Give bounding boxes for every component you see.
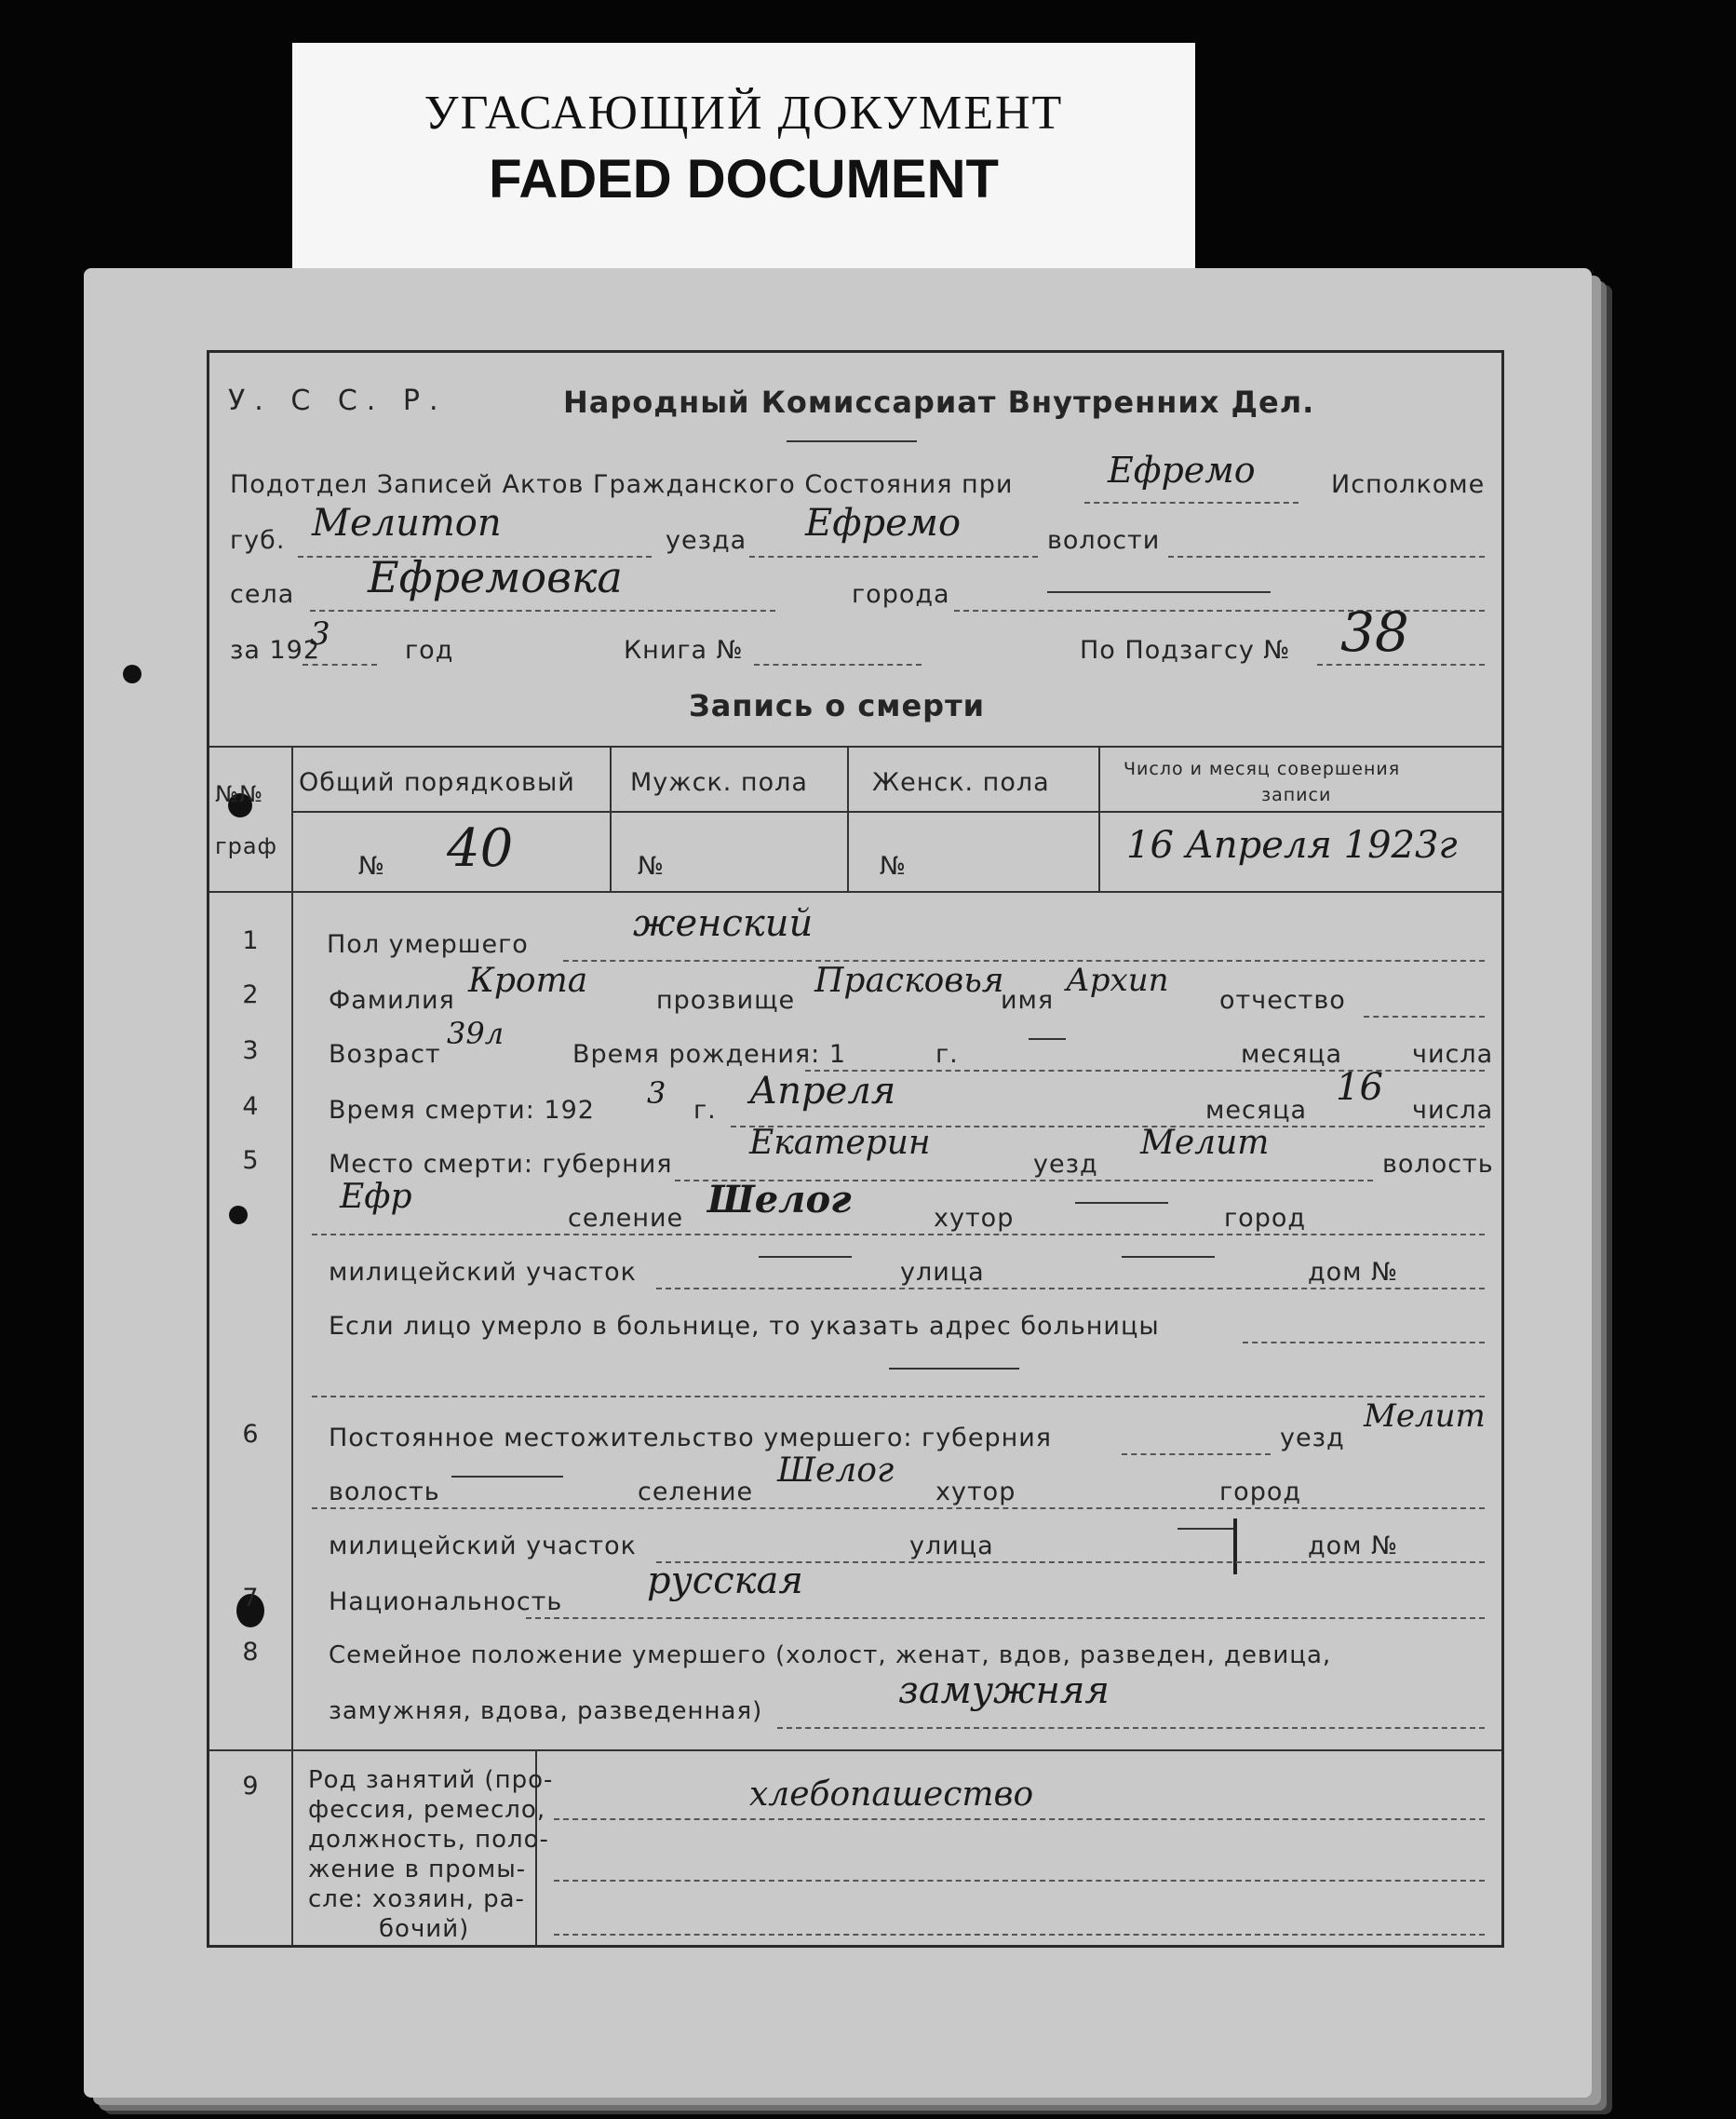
residence-dom-label: дом № bbox=[1308, 1532, 1399, 1560]
occupation-label-1: Род занятий (про- bbox=[308, 1766, 554, 1794]
residence-volost-dash bbox=[451, 1476, 563, 1478]
age-label: Возраст bbox=[329, 1040, 441, 1069]
birth-month-label: месяца bbox=[1241, 1040, 1342, 1069]
faded-document-banner bbox=[292, 43, 1195, 276]
nationality-label: Национальность bbox=[329, 1587, 563, 1616]
death-year-unit: г. bbox=[693, 1096, 717, 1125]
kniga-label: Книга № bbox=[624, 636, 744, 665]
ussr-label: У. С С. Р. bbox=[228, 385, 448, 417]
residence-volost-label: волость bbox=[329, 1478, 440, 1506]
occupation-line-3 bbox=[554, 1934, 1485, 1936]
surname-label: Фамилия bbox=[329, 986, 455, 1015]
death-selenie-handwriting: Шелог bbox=[707, 1178, 852, 1221]
residence-uezd-label: уезд bbox=[1280, 1424, 1345, 1452]
row-number: 7 bbox=[242, 1584, 259, 1613]
sex-handwriting: женский bbox=[633, 902, 814, 945]
death-selenie-line bbox=[312, 1234, 1485, 1235]
executive-suffix: Исполкоме bbox=[1331, 470, 1486, 499]
occupation-label-3: должность, поло- bbox=[308, 1826, 549, 1854]
residence-line bbox=[1122, 1453, 1271, 1455]
gub-handwriting: Мелитоп bbox=[312, 502, 502, 545]
patronymic-line bbox=[1364, 1016, 1485, 1018]
uezd-handwriting: Ефремо bbox=[805, 502, 962, 545]
occupation-line-2 bbox=[554, 1880, 1485, 1882]
table-subhead-line bbox=[291, 811, 1501, 813]
death-gub-handwriting: Екатерин bbox=[749, 1124, 931, 1162]
name-handwriting: Архип bbox=[1066, 962, 1169, 999]
occupation-label-6: бочий) bbox=[379, 1915, 470, 1943]
death-month-label: месяца bbox=[1205, 1096, 1307, 1125]
death-militsia-dash bbox=[759, 1256, 852, 1258]
birth-year-unit: г. bbox=[935, 1040, 959, 1069]
row-number: 2 bbox=[242, 980, 259, 1009]
volost-label: волости bbox=[1047, 526, 1161, 555]
residence-ulitsa-label: улица bbox=[909, 1532, 994, 1560]
hospital-dash bbox=[889, 1368, 1019, 1370]
order-no-handwriting: 40 bbox=[447, 818, 514, 879]
death-ulitsa-label: улица bbox=[900, 1258, 985, 1287]
row-number: 8 bbox=[242, 1638, 259, 1667]
residence-selenie-handwriting: Шелог bbox=[777, 1451, 895, 1490]
occupation-label-2: фессия, ремесло, bbox=[308, 1796, 546, 1824]
row-number: 9 bbox=[242, 1772, 259, 1801]
occupation-line-1 bbox=[554, 1818, 1485, 1820]
marital-line bbox=[777, 1727, 1485, 1729]
death-ulitsa-dash bbox=[1122, 1256, 1215, 1258]
table-col-divider bbox=[610, 746, 612, 891]
death-year-handwriting: 3 bbox=[647, 1075, 666, 1111]
death-uezd-label: уезд bbox=[1033, 1150, 1098, 1179]
death-khutor-dash bbox=[1075, 1202, 1168, 1204]
residence-uezd-handwriting: Мелит bbox=[1364, 1397, 1486, 1435]
marital-handwriting: замужняя bbox=[898, 1669, 1110, 1712]
ornament-line bbox=[787, 440, 917, 442]
volost-line bbox=[1168, 556, 1485, 558]
podzag-label: По Подзагсу № bbox=[1080, 636, 1291, 665]
nationality-line bbox=[526, 1617, 1485, 1619]
col3-head: Женск. пола bbox=[872, 768, 1050, 797]
occupation-handwriting: хлебопашество bbox=[749, 1775, 1034, 1814]
death-month-handwriting: Апреля bbox=[749, 1070, 896, 1113]
patronymic-label: отчество bbox=[1219, 986, 1346, 1015]
number-col-divider bbox=[291, 891, 293, 1945]
marital-label: Семейное положение умершего (холост, женат, вдов, разведен, девица, bbox=[329, 1641, 1332, 1669]
sela-line bbox=[310, 610, 775, 612]
executive-line bbox=[1084, 502, 1299, 504]
goroda-label: города bbox=[852, 580, 950, 609]
occupation-label-5: сле: хозяин, ра- bbox=[308, 1885, 525, 1913]
nickname-label: прозвище bbox=[656, 986, 796, 1015]
marital-label-2: замужняя, вдова, разведенная) bbox=[329, 1697, 763, 1725]
residence-line-2 bbox=[312, 1507, 1485, 1509]
age-handwriting: 39л bbox=[447, 1016, 505, 1051]
gub-label: губ. bbox=[230, 526, 286, 555]
name-label: имя bbox=[1001, 986, 1055, 1015]
death-time-label: Время смерти: 192 bbox=[329, 1096, 595, 1125]
male-no-label: № bbox=[638, 852, 666, 881]
death-khutor-label: хутор bbox=[934, 1204, 1015, 1233]
death-day-label: числа bbox=[1412, 1096, 1494, 1125]
col2-head: Мужск. пола bbox=[630, 768, 808, 797]
death-street-line bbox=[656, 1288, 1485, 1289]
occupation-top-border bbox=[209, 1749, 1501, 1751]
nickname-handwriting: Прасковья bbox=[814, 962, 1004, 1000]
row-number: 3 bbox=[242, 1036, 259, 1065]
death-volost-handwriting: Ефр bbox=[340, 1178, 412, 1216]
table-body-top bbox=[209, 891, 1501, 893]
female-no-label: № bbox=[880, 852, 908, 881]
residence-gorod-label: город bbox=[1219, 1478, 1302, 1506]
death-day-handwriting: 16 bbox=[1336, 1066, 1383, 1109]
record-title: Запись о смерти bbox=[689, 688, 986, 723]
death-record-form bbox=[207, 350, 1504, 1948]
kniga-line bbox=[754, 664, 922, 666]
year-label: за 192 bbox=[230, 636, 321, 665]
hospital-label: Если лицо умерло в больнице, то указать адрес больницы bbox=[329, 1312, 1160, 1341]
table-col-divider bbox=[291, 746, 293, 891]
death-uezd-handwriting: Мелит bbox=[1140, 1124, 1270, 1162]
god-label: год bbox=[405, 636, 454, 665]
col0-head-2: граф bbox=[215, 833, 278, 859]
sex-line bbox=[563, 960, 1485, 962]
year-line bbox=[303, 664, 377, 666]
banner-russian: УГАСАЮЩИЙ ДОКУМЕНТ bbox=[424, 87, 1064, 140]
banner-english: FADED DOCUMENT bbox=[489, 149, 999, 209]
birth-label: Время рождения: 1 bbox=[572, 1040, 847, 1069]
residence-street-mark bbox=[1178, 1528, 1233, 1530]
uezd-line bbox=[749, 556, 1038, 558]
subdept-label: Подотдел Записей Актов Гражданского Состояния при bbox=[230, 470, 1014, 499]
birth-dash-mark bbox=[1029, 1038, 1066, 1040]
sex-label: Пол умершего bbox=[327, 930, 529, 959]
row-number: 4 bbox=[242, 1092, 259, 1121]
residence-label: Постоянное местожительство умершего: губерния bbox=[329, 1424, 1053, 1452]
year-handwriting: 3 bbox=[310, 615, 330, 653]
table-col-divider bbox=[847, 746, 849, 891]
residence-selenie-label: селение bbox=[638, 1478, 754, 1506]
col4-head-2: записи bbox=[1261, 785, 1332, 805]
order-no-label: № bbox=[358, 852, 386, 881]
row-number: 1 bbox=[242, 926, 259, 955]
col1-head: Общий порядковый bbox=[299, 768, 575, 797]
punch-hole bbox=[123, 665, 141, 683]
sela-handwriting: Ефремовка bbox=[368, 552, 623, 602]
uezd-label: уезда bbox=[666, 526, 747, 555]
hospital-line-2 bbox=[312, 1396, 1485, 1397]
residence-militsia-label: милицейский участок bbox=[329, 1532, 637, 1560]
sela-label: села bbox=[230, 580, 295, 609]
table-top-border bbox=[209, 746, 1501, 748]
death-volost-label: волость bbox=[1382, 1150, 1494, 1179]
death-selenie-label: селение bbox=[568, 1204, 684, 1233]
residence-khutor-label: хутор bbox=[935, 1478, 1016, 1506]
podzag-line bbox=[1317, 664, 1485, 666]
goroda-dash-mark bbox=[1047, 591, 1271, 593]
death-place-label: Место смерти: губерния bbox=[329, 1150, 673, 1179]
podzag-handwriting: 38 bbox=[1340, 601, 1409, 664]
col4-head-1: Число и месяц совершения bbox=[1124, 759, 1401, 779]
residence-street-mark-v bbox=[1233, 1518, 1237, 1574]
birth-day-label: числа bbox=[1412, 1040, 1494, 1069]
occupation-label-4: жение в промы- bbox=[308, 1856, 527, 1883]
col0-head-1: №№ bbox=[215, 781, 263, 807]
death-dom-label: дом № bbox=[1308, 1258, 1399, 1287]
hospital-line bbox=[1243, 1342, 1485, 1343]
death-militsia-label: милицейский участок bbox=[329, 1258, 637, 1287]
row-number: 5 bbox=[242, 1146, 259, 1175]
executive-handwriting: Ефремо bbox=[1108, 450, 1256, 491]
row-number: 6 bbox=[242, 1420, 259, 1449]
record-date-handwriting: 16 Апреля 1923г bbox=[1126, 824, 1458, 867]
commissariat-title: Народный Комиссариат Внутренних Дел. bbox=[563, 385, 1315, 420]
table-col-divider bbox=[1098, 746, 1100, 891]
surname-handwriting: Крота bbox=[468, 962, 588, 1000]
nationality-handwriting: русская bbox=[647, 1559, 803, 1602]
death-gorod-label: город bbox=[1224, 1204, 1307, 1233]
